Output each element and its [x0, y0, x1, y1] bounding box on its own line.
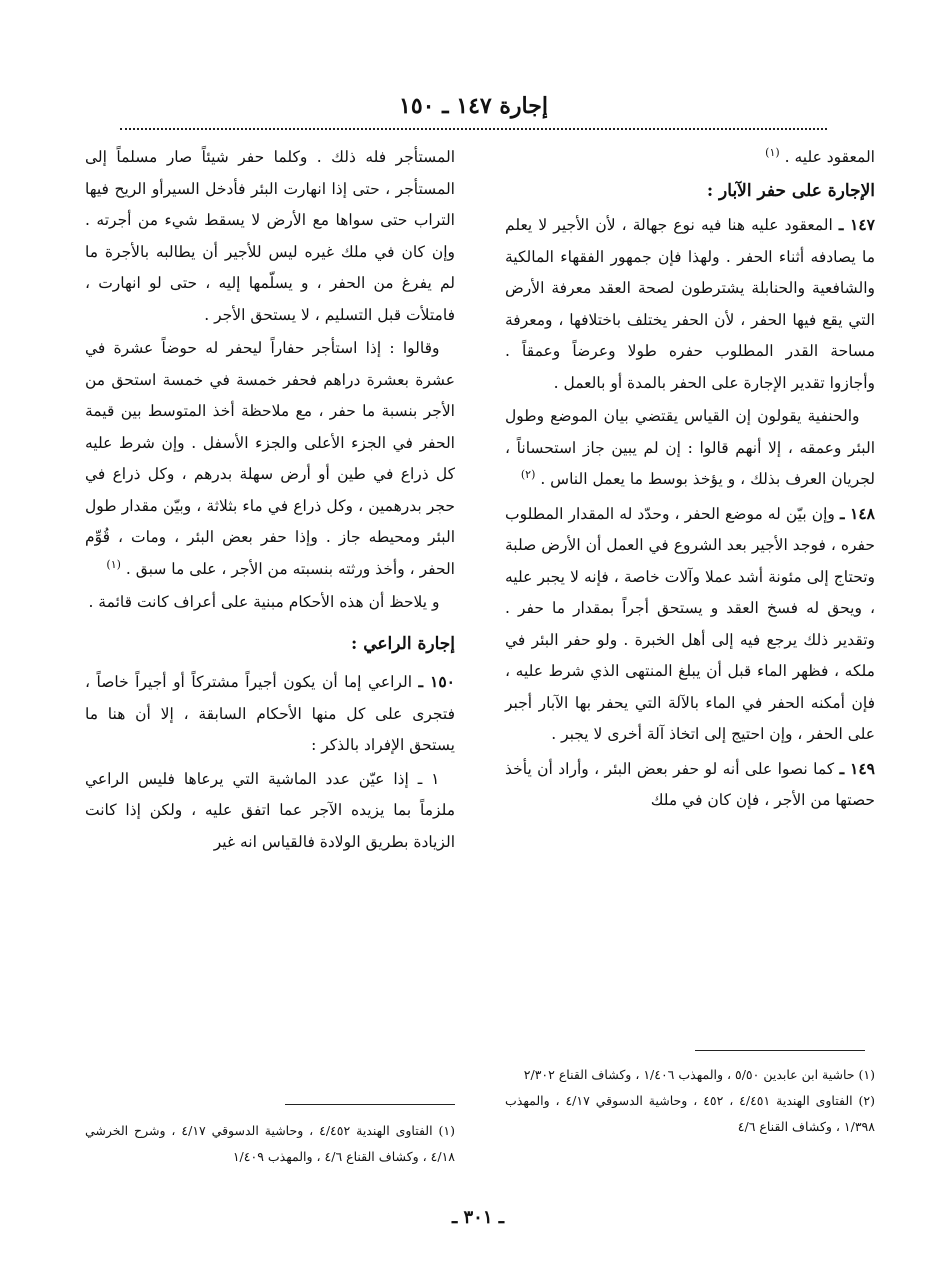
- paragraph-text: و يلاحظ أن هذه الأحكام مبنية على أعراف كانت قائمة .: [88, 593, 440, 611]
- footnote-ref: (١): [106, 557, 121, 571]
- footnote: (١) حاشية ابن عابدين ٥/٥٠ ، والمهذب ١/٤٠٦ ، وكشاف القناع ٢/٣٠٢: [523, 1067, 875, 1082]
- paragraph-text: المستأجر فله ذلك . وكلما حفر شيئاً صار مسلماً إلى المستأجر ، حتى إذا انهارت البئر فأدخل السيرأو الريح فيها التراب حتى سواها مع الأرض لا يسقط شيء من أجرته . وإن كان في ملك غيره ليس للأجير أن يطالبه بالأجرة ما لم يفرغ من الحفر ، و يسلّمها إليه ، حتى لو انهارت ، فامتلأت قبل التسليم ، لا يستحق الأجر .: [85, 148, 455, 324]
- section-heading-shepherd: إجارة الراعي :: [351, 633, 455, 654]
- header-dotted-rule: [120, 128, 827, 130]
- paragraph: [85, 666, 455, 762]
- paragraph-text: كما نصوا على أنه لو حفر بعض البئر ، وأراد أن يأخذ حصتها من الأجر ، فإن كان في ملك: [505, 759, 875, 809]
- paragraph-number: ١٤٧ ـ: [838, 215, 875, 234]
- footnote: (٢) الفتاوى الهندية ٤/٤٥١ ، ٤٥٢ ، وحاشية الدسوقي ٤/١٧ ، والمهذب ١/٣٩٨ ، وكشاف القناع ٤/٦: [505, 1093, 875, 1134]
- paragraph: [505, 401, 875, 496]
- paragraph: [505, 142, 875, 174]
- footnote-rule: [695, 1050, 865, 1051]
- left-column: [85, 142, 455, 1087]
- right-column: [505, 142, 875, 1087]
- paragraph: [505, 209, 875, 399]
- footnotes-right: [505, 1062, 875, 1140]
- paragraph: [505, 498, 875, 751]
- paragraph-text: وإن بيّن له موضع الحفر ، وحدّد له المقدار المطلوب حفره ، فوجد الأجير بعد الشروع في العمل أن الأرض صلبة وتحتاج إلى مئونة أشد عملا وآلات خاصة ، فإنه لا يجبر عليه ، ويحق له فسخ العقد و يستحق أجراً بمقدار ما حفر . وتقدير ذلك يرجع فيه إلى أهل الخبرة . ولو حفر البئر في ملكه ، فظهر الماء قبل أن يبلغ المنتهى الذي شرط عليه ، فإن أمكنه الحفر في الماء بالآلة التي يحفر بها الآبار أجبر على الحفر ، وإن احتيج إلى اتخاذ آلة أخرى لا يجبر .: [505, 504, 875, 743]
- footnote-ref: (٢): [520, 467, 536, 481]
- paragraph-text: والحنفية يقولون إن القياس يقتضي بيان الموضع وطول البئر وعمقه ، إلا أنهم قالوا : إن لم يبين جاز استحساناً ، لجريان العرف بذلك ، و يؤخذ بوسط ما يعمل الناس .: [505, 407, 875, 488]
- footnote-rule: [285, 1104, 455, 1105]
- paragraph: [505, 753, 875, 817]
- page-number: ـ ٣٠١ ـ: [451, 1207, 505, 1228]
- paragraph: [85, 587, 455, 619]
- paragraph-text: الراعي إما أن يكون أجيراً مشتركاً أو أجيراً خاصاً ، فتجرى على كل منها الأحكام السابقة ، إلا أن هنا ما يستحق الإفراد بالذكر :: [85, 673, 455, 754]
- paragraph-text: ١ ـ إذا عيّن عدد الماشية التي يرعاها فليس الراعي ملزماً بما يزيده الآجر عما اتفق عليه ، ولكن إذا كانت الزيادة بطريق الولادة فالقياس انه غير: [85, 769, 455, 851]
- paragraph: [85, 764, 455, 859]
- footnote-ref: (١): [765, 145, 780, 159]
- paragraph-text: المعقود عليه هنا فيه نوع جهالة ، لأن الأجير لا يعلم ما يصادفه أثناء الحفر . ولهذا فإن جمهور الفقهاء المالكية والشافعية والحنابلة يشترطون لصحة العقد معرفة الأرض التي يقع فيها الحفر ، لأن الحفر يختلف باختلافها ، ومعرفة مساحة القدر المطلوب حفره طولا وعرضاً وعمقاً . وأجازوا تقدير الإجارة على الحفر بالمدة أو بالعمل .: [505, 216, 875, 392]
- paragraph-number: ١٤٩ ـ: [839, 758, 875, 778]
- running-header: إجارة ١٤٧ ـ ١٥٠: [399, 93, 548, 119]
- section-heading-wells: الإجارة على حفر الآبار :: [706, 180, 875, 201]
- paragraph-text: وقالوا : إذا استأجر حفاراً ليحفر له حوضاً عشرة في عشرة بعشرة دراهم فحفر خمسة في خمسة استحق من الأجر بنسبة ما حفر ، مع ملاحظة أخذ المتوسط بين قيمة الحفر في الجزء الأعلى والجزء الأسفل . وإن شرط عليه كل ذراع في طين أو أرض سهلة بدرهم ، وكل ذراع في حجر بدرهمين ، وكل ذراع في ماء بثلاثة ، وبيّن مقدار طول البئر ومحيطه جاز . وإذا حفر بعض البئر ، ومات ، قُوِّم الحفر ، وأخذ ورثته بنسبته من الأجر ، على ما سبق .: [85, 339, 455, 578]
- paragraph: [85, 142, 455, 331]
- paragraph-number: ١٤٨ ـ: [839, 503, 875, 523]
- paragraph-text: المعقود عليه .: [784, 148, 875, 166]
- footnote: (١) الفتاوى الهندية ٤/٤٥٢ ، وحاشية الدسوقي ٤/١٧ ، وشرح الخرشي ٤/١٨ ، وكشاف القناع ٤/٦ ، والمهذب ١/٤٠٩: [85, 1123, 455, 1164]
- paragraph: [85, 333, 455, 585]
- paragraph-number: ١٥٠ ـ: [418, 672, 455, 691]
- footnotes-left: [85, 1118, 455, 1170]
